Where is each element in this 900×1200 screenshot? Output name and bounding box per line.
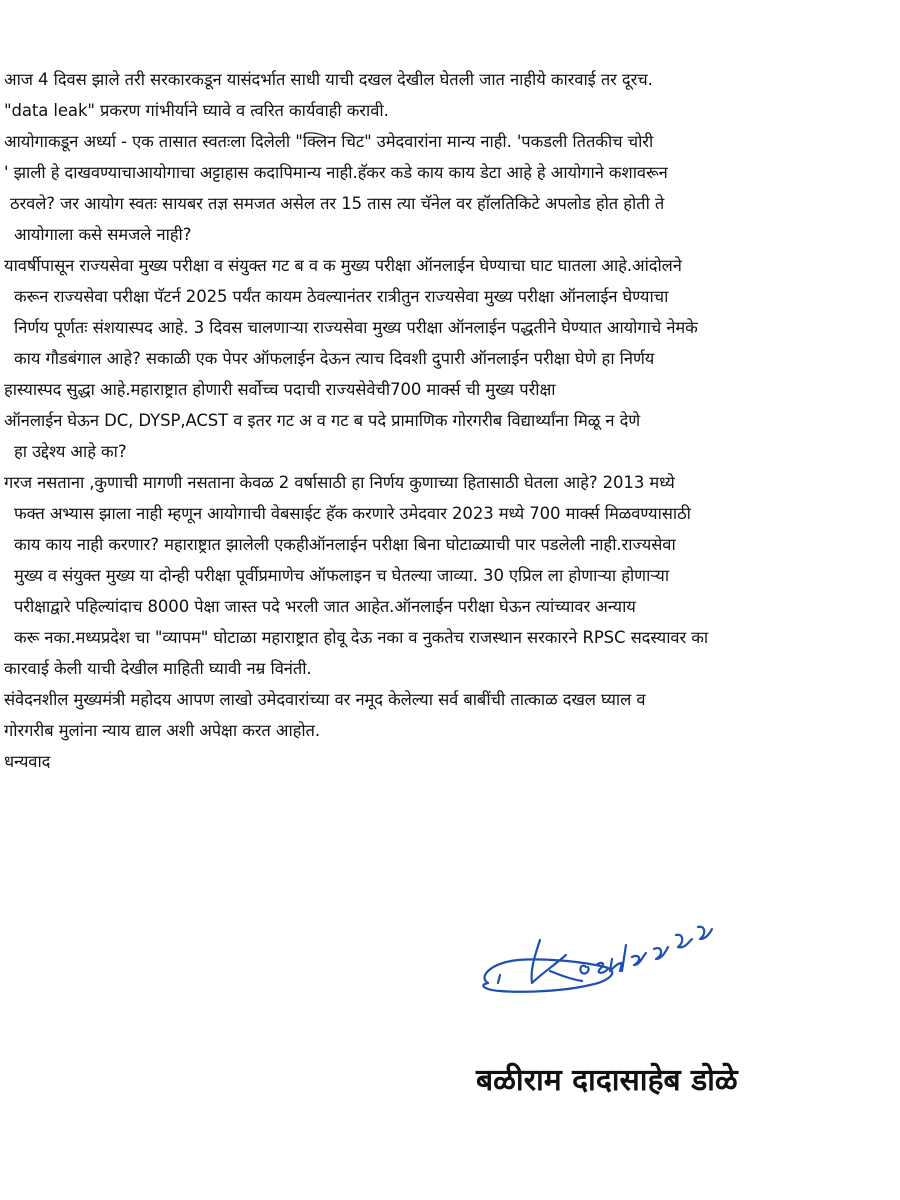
letter-line: आयोगाला कसे समजले नाही? <box>14 225 192 244</box>
letter-line: निर्णय पूर्णतः संशयास्पद आहे. 3 दिवस चालणाऱ्या राज्यसेवा मुख्य परीक्षा ऑनलाईन पद्धतीने घेण्यात आयोगाचे नेमके <box>14 318 698 337</box>
letter-line: संवेदनशील मुख्यमंत्री महोदय आपण लाखो उमेदवारांच्या वर नमूद केलेल्या सर्व बाबींची तात्काळ दखल घ्याल व <box>4 690 646 709</box>
letter-line: ' झाली हे दाखवण्याचाआयोगाचा अट्टाहास कदापिमान्य नाही.हॅकर कडे काय काय डेटा आहे हे आयोगाने कशावरून <box>4 163 668 182</box>
letter-line: हा उद्देश्य आहे का? <box>14 442 127 461</box>
letter-line: यावर्षीपासून राज्यसेवा मुख्य परीक्षा व संयुक्त गट ब व क मुख्य परीक्षा ऑनलाईन घेण्याचा घाट घातला आहे.आंदोलने <box>4 256 682 275</box>
letter-line: काय काय नाही करणार? महाराष्ट्रात झालेली एकहीऑनलाईन परीक्षा बिना घोटाळ्याची पार पडलेली नाही.राज्यसेवा <box>14 535 676 554</box>
letter-line: गरज नसताना ,कुणाची मागणी नसताना केवळ 2 वर्षासाठी हा निर्णय कुणाच्या हितासाठी घेतला आहे? 2013 मध्ये <box>4 473 675 492</box>
letter-line: "data leak" प्रकरण गांभीर्याने घ्यावे व त्वरित कार्यवाही करावी. <box>4 101 389 120</box>
letter-body <box>4 64 888 777</box>
letter-line: करू नका.मध्यप्रदेश चा "व्यापम" घोटाळा महाराष्ट्रात होवू देऊ नका व नुकतेच राजस्थान सरकारने RPSC सदस्यावर का <box>14 628 709 647</box>
letter-line: ऑनलाईन घेऊन DC, DYSP,ACST व इतर गट अ व गट ब पदे प्रामाणिक गोरगरीब विद्यार्थ्यांना मिळू न देणे <box>4 411 641 430</box>
letter-line: करून राज्यसेवा परीक्षा पॅटर्न 2025 पर्यंत कायम ठेवल्यानंतर रात्रीतुन राज्यसेवा मुख्य परीक्षा ऑनलाईन घेण्याचा <box>14 287 669 306</box>
letter-line: ठरवले? जर आयोग स्वतः सायबर तज्ञ समजत असेल तर 15 तास त्या चॅनेल वर हॉलतिकिटे अपलोड होत होती ते <box>10 194 665 213</box>
closing-thanks: धन्यवाद <box>4 752 51 771</box>
letter-line: परीक्षाद्वारे पहिल्यांदाच 8000 पेक्षा जास्त पदे भरली जात आहेत.ऑनलाईन परीक्षा घेऊन त्यांच्यावर अन्याय <box>14 597 636 616</box>
letter-line: हास्यास्पद सुद्धा आहे.महाराष्ट्रात होणारी सर्वोच्च पदाची राज्यसेवेची700 मार्क्स ची मुख्य परीक्षा <box>4 380 556 399</box>
letter-line: गोरगरीब मुलांना न्याय द्याल अशी अपेक्षा करत आहोत. <box>4 721 321 740</box>
letter-line: मुख्य व संयुक्त मुख्य या दोन्ही परीक्षा पूर्वीप्रमाणेच ऑफलाइन च घेतल्या जाव्या. 30 एप्रिल ला होणाऱ्या होणाऱ्या <box>14 566 670 585</box>
letter-line: आज 4 दिवस झाले तरी सरकारकडून यासंदर्भात साधी याची दखल देखील घेतली जात नाहीये कारवाई तर दूरच. <box>4 70 653 89</box>
author-name: बळीराम दादासाहेब डोळे <box>476 1063 738 1098</box>
letter-line: कारवाई केली याची देखील माहिती घ्यावी नम्र विनंती. <box>4 659 312 678</box>
handwritten-signature <box>470 905 740 1005</box>
letter-line: फक्त अभ्यास झाला नाही म्हणून आयोगाची वेबसाईट हॅक करणारे उमेदवार 2023 मध्ये 700 मार्क्स मिळवण्यासाठी <box>14 504 691 523</box>
letter-line: काय गौडबंगाल आहे? सकाळी एक पेपर ऑफलाईन देऊन त्याच दिवशी दुपारी ऑनलाईन परीक्षा घेणे हा निर्णय <box>14 349 655 368</box>
letter-line: आयोगाकडून अर्ध्या - एक तासात स्वतःला दिलेली "क्लिन चिट" उमेदवारांना मान्य नाही. 'पकडली तितकीच चोरी <box>4 132 654 151</box>
